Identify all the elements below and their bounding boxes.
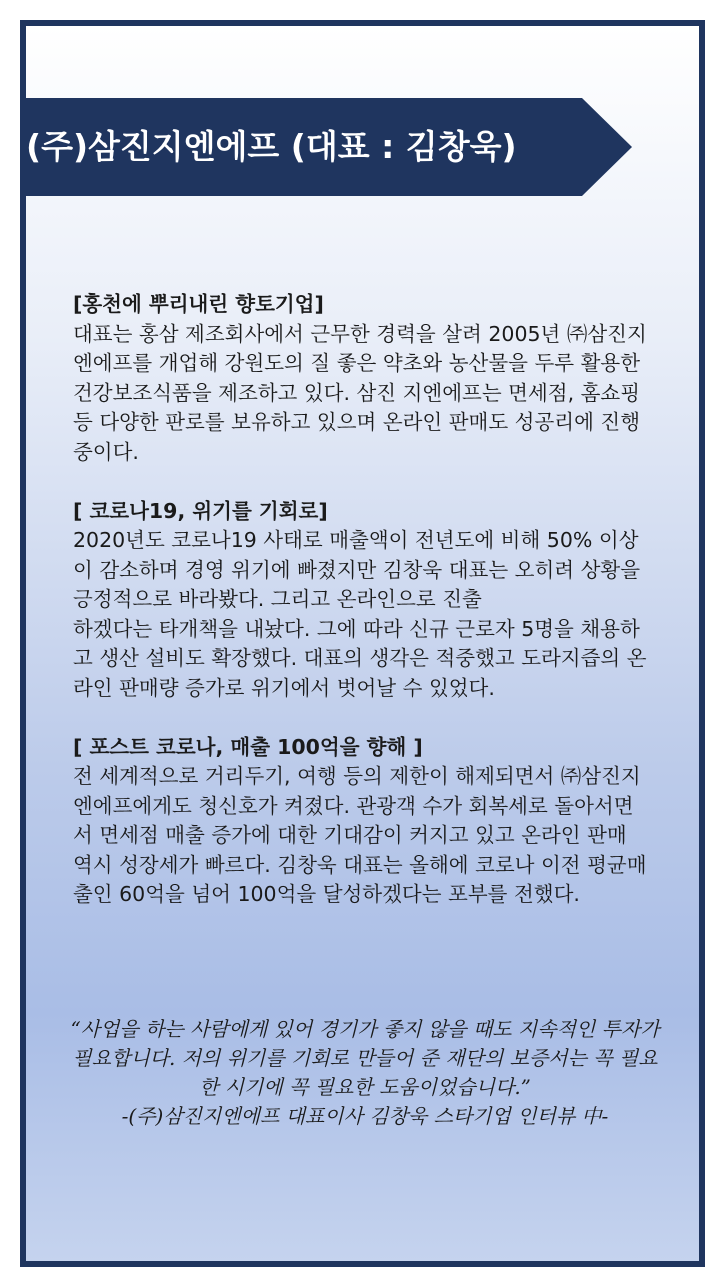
section-paragraph: 하겠다는 타개책을 내놨다. 그에 따라 신규 근로자 5명을 채용하고 생산 설비도 확장했다. 대표의 생각은 적중했고 도라지즙의 온라인 판매량 증가로 위기에서 벗어날 수 있었다. [73,616,647,700]
interview-quote [70,1015,660,1131]
section-paragraph: 2020년도 코로나19 사태로 매출액이 전년도에 비해 50% 이상이 감소하며 경영 위기에 빠졌지만 김창욱 대표는 오히려 상황을 긍정적으로 바라봤다. 그리고 온라인으로 진출 [73,528,641,611]
section-covid-crisis [73,497,653,704]
section-heading: [ 포스트 코로나, 매출 100억을 향해 ] [73,734,423,759]
quote-text: “사업을 하는 사람에게 있어 경기가 좋지 않을 때도 지속적인 투자가 필요합니다. 저의 위기를 기회로 만들어 준 재단의 보증서는 꼭 필요한 시기에 꼭 필요한 도움이었습니다.” [70,1017,660,1099]
title-banner [20,98,632,196]
quote-attribution: -(주)삼진지엔에프 대표이사 김창욱 스타기업 인터뷰 中- [121,1104,609,1128]
section-heading: [홍천에 뿌리내린 향토기업] [73,292,324,316]
section-paragraph: 대표는 홍삼 제조회사에서 근무한 경력을 살려 2005년 ㈜삼진지엔에프를 개업해 강원도의 질 좋은 약초와 농산물을 두루 활용한 건강보조식품을 제조하고 있다. 삼진 지엔에프는 면세점, 홈쇼핑 등 다양한 판로를 보유하고 있으며 온라인 판매도 성공리에 진행중이다. [73,321,647,464]
section-local-company [73,290,653,467]
banner-title: (주)삼진지엔에프 (대표 : 김창욱) [26,127,517,166]
section-heading: [ 코로나19, 위기를 기회로] [73,498,328,523]
section-paragraph: 전 세계적으로 거리두기, 여행 등의 제한이 해제되면서 ㈜삼진지엔에프에게도 청신호가 켜졌다. 관광객 수가 회복세로 돌아서면서 면세점 매출 증가에 대한 기대감이 커지고 있고 온라인 판매 역시 성장세가 빠르다. 김창욱 대표는 올해에 코로나 이전 평균매출인 60억을 넘어 100억을 달성하겠다는 포부를 전했다. [73,764,647,906]
section-post-covid [73,733,653,910]
article-body [73,290,653,939]
